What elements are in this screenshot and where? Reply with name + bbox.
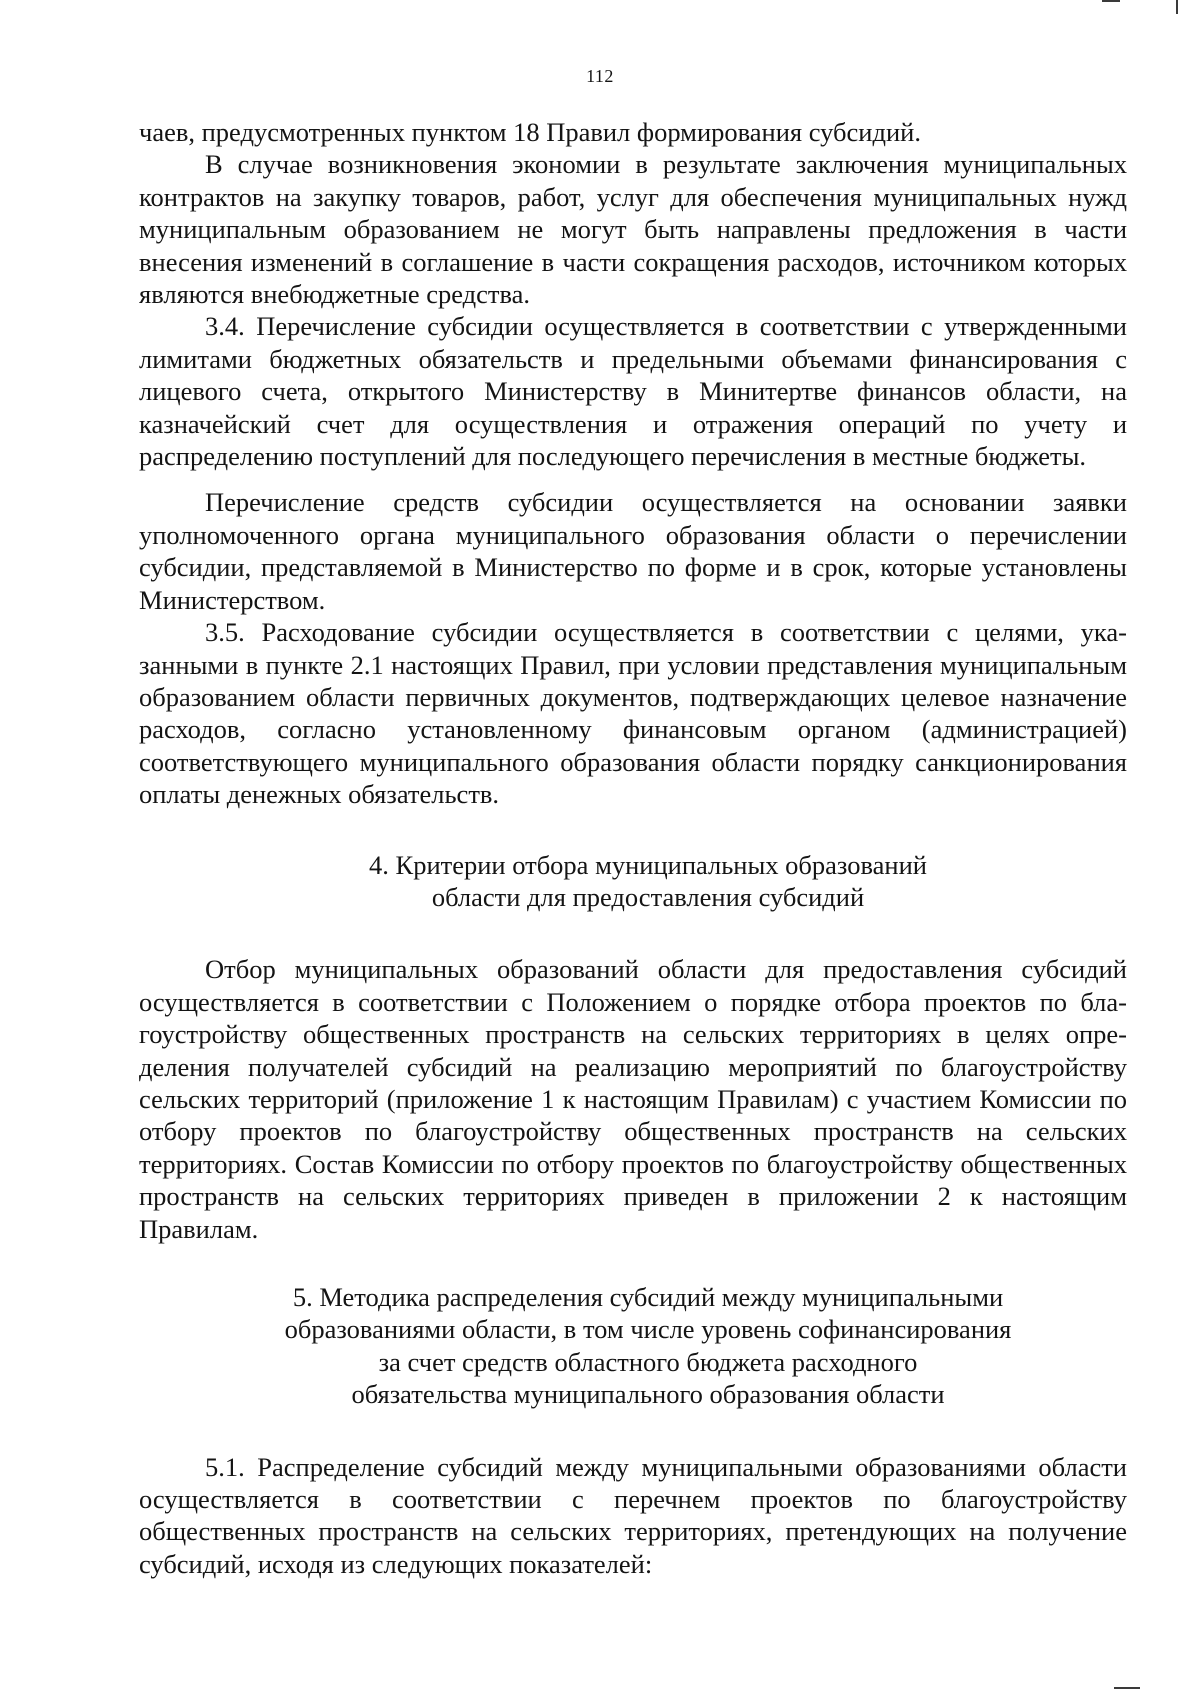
paragraph-selection: Отбор муниципальных образований области для предоставления субсидий осуществляется в соответствии с Положением о порядке отбора проектов по благоустройству общественных пространств на сельских территориях в целях определения получателей субсидий на реализацию мероприятий по благоустройству сельских территорий (приложение 1 к настоящим Правилам) с участием Комиссии по отбору проектов по благоустройству общественных пространств на сельских территориях. Состав Комиссии по отбору проектов по благоустройству общественных пространств на сельских территориях приведен в приложении 2 к настоящим Правилам. <box>139 954 1127 1244</box>
section-5-heading-line: обязательства муниципального образования области <box>351 1379 945 1410</box>
section-4-heading-line: области для предоставления субсидий <box>431 881 865 912</box>
scan-artifact <box>1176 0 1178 14</box>
paragraph-3-4: 3.4. Перечисление субсидии осуществляется в соответствии с утвержденными лимитами бюджетных обязательств и предельными объемами финансирования с лицевого счета, открытого Министерству в Минитертве финансов области, на казначейский счет для осуществления и отражения операций по учету и распределению поступлений для последующего перечисления в местные бюджеты. <box>139 311 1127 472</box>
page-number: 112 <box>586 66 614 86</box>
section-4-heading <box>139 849 1127 914</box>
section-5-heading <box>139 1281 1127 1411</box>
paragraph-continuation: чаев, предусмотренных пунктом 18 Правил формирования субсидий. <box>139 117 921 147</box>
paragraph-3-5: 3.5. Расходование субсидии осуществляется в соответствии с целями, указанными в пункте 2.1 настоящих Правил, при условии представления муниципальным образованием области первичных документов, подтверждающих целевое назначение расходов, согласно установленному финансовым органом (администрацией) соответствующего муниципального образования области порядку санкционирования оплаты денежных обязательств. <box>139 617 1127 810</box>
document-body <box>139 116 1127 1580</box>
paragraph-5-1: 5.1. Распределение субсидий между муниципальными образованиями области осуществляется в соответствии с перечнем проектов по благоустройству общественных пространств на сельских территориях, претендующих на получение субсидий, исходя из следующих показателей: <box>139 1451 1127 1579</box>
paragraph-economy: В случае возникновения экономии в результате заключения муниципальных контрактов на закупку товаров, работ, услуг для обеспечения муниципальных нужд муниципальным образованием не могут быть направлены предложения в части внесения изменений в соглашение в части сокращения расходов, источником которых являются внебюджетные средства. <box>139 149 1127 310</box>
section-5-heading-line: 5. Методика распределения субсидий между муниципальными <box>292 1282 1004 1312</box>
paragraph-transfer: Перечисление средств субсидии осуществляется на основании заявки уполномоченного органа муниципального образования области о перечислении субсидии, представляемой в Министерство по форме и в срок, которые установлены Министерством. <box>139 487 1127 615</box>
scan-artifact <box>1114 1687 1140 1689</box>
section-5-heading-line: образованиями области, в том числе уровень софинансирования <box>284 1314 1012 1345</box>
section-4-heading-line: 4. Критерии отбора муниципальных образований <box>369 849 927 880</box>
scan-artifact <box>1102 0 1120 2</box>
section-5-heading-line: за счет средств областного бюджета расходного <box>378 1346 918 1377</box>
